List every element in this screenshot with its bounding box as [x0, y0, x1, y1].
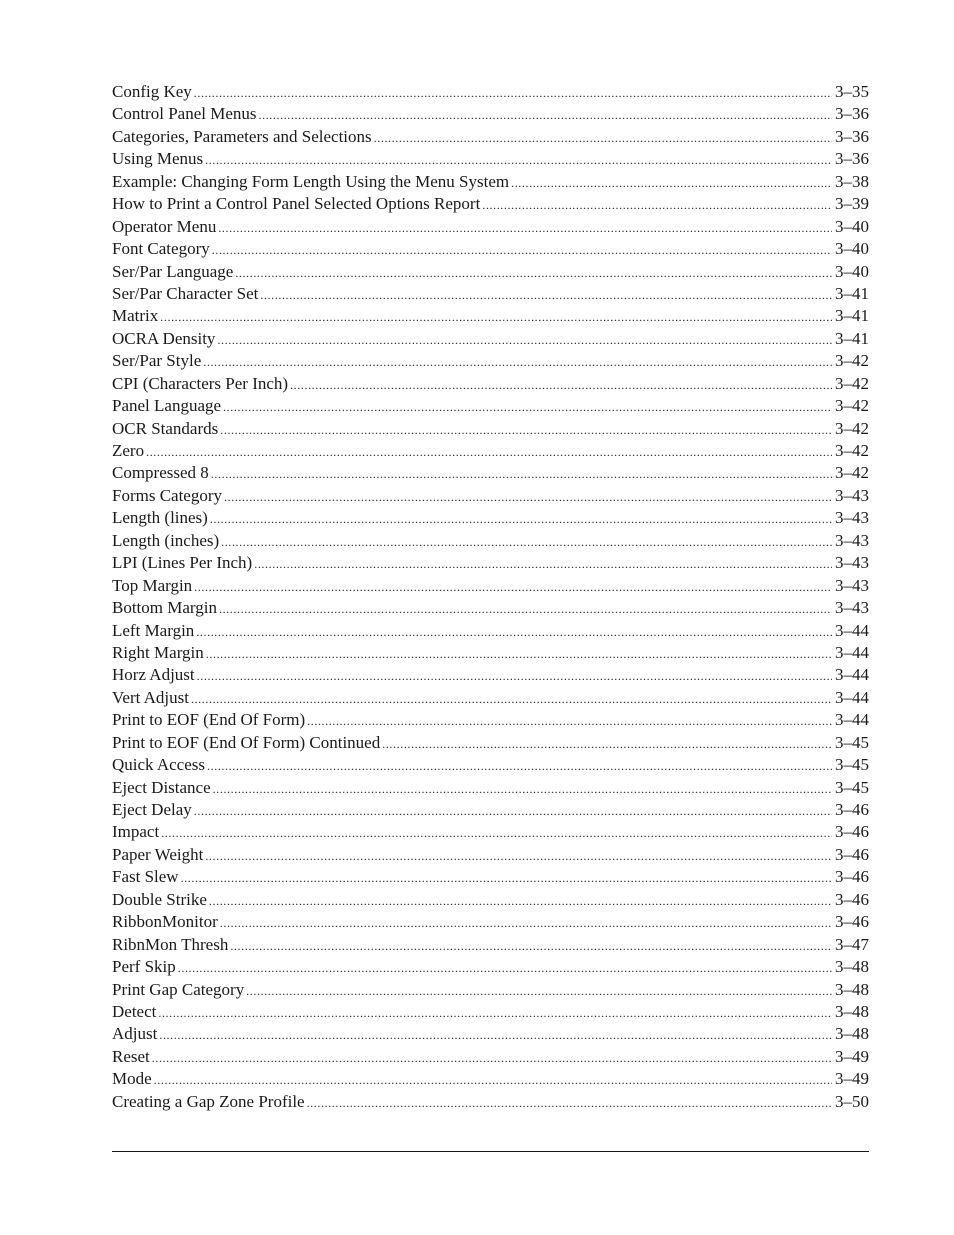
toc-dot-leader — [205, 149, 832, 170]
toc-dot-leader — [224, 486, 832, 507]
toc-dot-leader — [194, 82, 832, 103]
toc-entry-title: Bottom Margin — [112, 598, 217, 618]
toc-entry[interactable] — [112, 597, 869, 619]
toc-dot-leader — [290, 374, 832, 395]
toc-entry-title: Mode — [112, 1069, 152, 1089]
toc-entry[interactable] — [112, 305, 869, 327]
toc-entry-title: Compressed 8 — [112, 463, 209, 483]
toc-entry-page-number: 3–41 — [835, 328, 869, 348]
toc-dot-leader — [161, 822, 832, 843]
toc-entry-page-number: 3–40 — [835, 261, 869, 281]
toc-entry-title: Creating a Gap Zone Profile — [112, 1091, 305, 1111]
toc-entry[interactable] — [112, 507, 869, 529]
toc-dot-leader — [230, 935, 832, 956]
toc-entry-title: Panel Language — [112, 396, 222, 416]
toc-entry-page-number: 3–43 — [835, 575, 869, 595]
toc-entry-page-number: 3–43 — [835, 598, 869, 618]
toc-entry-title: Horz Adjust — [112, 665, 195, 685]
toc-entry[interactable] — [112, 216, 869, 238]
toc-entry-page-number: 3–42 — [835, 418, 869, 438]
toc-entry-title: Paper Weight — [112, 844, 204, 864]
toc-entry-title: Forms Category — [112, 485, 223, 505]
table-of-contents — [112, 81, 869, 1113]
toc-entry-title: Double Strike — [112, 889, 207, 909]
toc-entry[interactable] — [112, 373, 869, 395]
toc-entry-title: Fast Slew — [112, 867, 179, 887]
toc-entry-title: CPI (Characters Per Inch) — [112, 373, 289, 393]
toc-entry[interactable] — [112, 148, 869, 170]
toc-entry-page-number: 3–44 — [835, 620, 869, 640]
toc-entry-page-number: 3–48 — [835, 1001, 869, 1021]
toc-entry[interactable] — [112, 1001, 869, 1023]
toc-entry[interactable] — [112, 193, 869, 215]
toc-entry-title: Reset — [112, 1046, 150, 1066]
toc-entry-title: Right Margin — [112, 642, 204, 662]
toc-entry[interactable] — [112, 664, 869, 686]
toc-entry[interactable] — [112, 350, 869, 372]
toc-dot-leader — [235, 262, 832, 283]
toc-entry-title: Font Category — [112, 239, 210, 259]
toc-dot-leader — [221, 531, 832, 552]
toc-entry-title: RibbonMonitor — [112, 912, 218, 932]
toc-entry-title: LPI (Lines Per Inch) — [112, 553, 253, 573]
toc-entry-page-number: 3–46 — [835, 867, 869, 887]
toc-dot-leader — [374, 127, 832, 148]
toc-dot-leader — [178, 957, 832, 978]
toc-entry-page-number: 3–39 — [835, 194, 869, 214]
toc-dot-leader — [223, 396, 832, 417]
toc-dot-leader — [212, 239, 832, 260]
toc-entry-title: Print to EOF (End Of Form) — [112, 710, 306, 730]
toc-entry-title: Ser/Par Character Set — [112, 283, 259, 303]
toc-entry[interactable] — [112, 777, 869, 799]
toc-entry[interactable] — [112, 799, 869, 821]
toc-entry-page-number: 3–45 — [835, 732, 869, 752]
toc-entry-page-number: 3–36 — [835, 149, 869, 169]
toc-entry[interactable] — [112, 462, 869, 484]
toc-entry-page-number: 3–38 — [835, 171, 869, 191]
toc-entry[interactable] — [112, 171, 869, 193]
toc-dot-leader — [209, 890, 832, 911]
toc-entry[interactable] — [112, 1046, 869, 1068]
toc-entry-page-number: 3–40 — [835, 216, 869, 236]
toc-entry-page-number: 3–36 — [835, 126, 869, 146]
toc-entry-page-number: 3–46 — [835, 822, 869, 842]
toc-entry[interactable] — [112, 552, 869, 574]
toc-entry-title: Print Gap Category — [112, 979, 245, 999]
toc-entry-page-number: 3–48 — [835, 1024, 869, 1044]
toc-dot-leader — [203, 351, 832, 372]
toc-entry-title: Categories, Parameters and Selections — [112, 126, 372, 146]
toc-entry[interactable] — [112, 934, 869, 956]
toc-entry-title: Length (lines) — [112, 508, 208, 528]
toc-entry-page-number: 3–45 — [835, 777, 869, 797]
toc-entry-title: Perf Skip — [112, 957, 176, 977]
toc-dot-leader — [154, 1069, 832, 1090]
toc-dot-leader — [220, 419, 832, 440]
footer-rule — [112, 1151, 869, 1152]
toc-entry-page-number: 3–44 — [835, 642, 869, 662]
toc-entry-title: Ser/Par Language — [112, 261, 234, 281]
toc-entry[interactable] — [112, 328, 869, 350]
toc-entry-title: Top Margin — [112, 575, 193, 595]
toc-dot-leader — [246, 980, 832, 1001]
toc-dot-leader — [205, 845, 832, 866]
toc-entry-title: Matrix — [112, 306, 159, 326]
toc-entry-title: Impact — [112, 822, 160, 842]
toc-entry[interactable] — [112, 1023, 869, 1045]
toc-dot-leader — [181, 867, 832, 888]
toc-entry-title: Length (inches) — [112, 530, 220, 550]
toc-dot-leader — [160, 306, 832, 327]
toc-dot-leader — [197, 665, 832, 686]
toc-entry-page-number: 3–42 — [835, 463, 869, 483]
toc-entry-title: Detect — [112, 1001, 157, 1021]
toc-entry-page-number: 3–42 — [835, 373, 869, 393]
toc-entry[interactable] — [112, 103, 869, 125]
toc-entry-page-number: 3–42 — [835, 396, 869, 416]
toc-entry[interactable] — [112, 440, 869, 462]
toc-entry-title: Left Margin — [112, 620, 195, 640]
toc-dot-leader — [260, 284, 832, 305]
toc-entry[interactable] — [112, 642, 869, 664]
toc-dot-leader — [158, 1002, 832, 1023]
toc-entry-page-number: 3–36 — [835, 104, 869, 124]
toc-entry-page-number: 3–42 — [835, 441, 869, 460]
toc-entry-page-number: 3–49 — [835, 1069, 869, 1089]
toc-dot-leader — [482, 194, 832, 215]
toc-entry[interactable] — [112, 979, 869, 1001]
toc-entry-title: Eject Distance — [112, 777, 211, 797]
toc-entry[interactable] — [112, 687, 869, 709]
toc-dot-leader — [211, 463, 832, 484]
toc-entry-title: Config Key — [112, 82, 192, 101]
toc-dot-leader — [382, 733, 832, 754]
toc-entry-page-number: 3–41 — [835, 283, 869, 303]
toc-entry[interactable] — [112, 620, 869, 642]
toc-dot-leader — [219, 598, 832, 619]
toc-dot-leader — [217, 329, 832, 350]
toc-dot-leader — [146, 441, 832, 462]
toc-entry[interactable] — [112, 821, 869, 843]
toc-entry[interactable] — [112, 81, 869, 103]
toc-dot-leader — [511, 172, 832, 193]
toc-entry-page-number: 3–45 — [835, 755, 869, 775]
toc-entry-title: OCRA Density — [112, 328, 216, 348]
toc-entry-page-number: 3–49 — [835, 1046, 869, 1066]
toc-entry-page-number: 3–46 — [835, 912, 869, 932]
toc-entry[interactable] — [112, 575, 869, 597]
toc-dot-leader — [307, 710, 832, 731]
toc-entry[interactable] — [112, 283, 869, 305]
toc-entry-title: Ser/Par Style — [112, 351, 202, 371]
toc-entry-page-number: 3–47 — [835, 934, 869, 954]
toc-entry[interactable] — [112, 530, 869, 552]
toc-entry-title: OCR Standards — [112, 418, 219, 438]
toc-entry-title: Example: Changing Form Length Using the Menu System — [112, 171, 510, 191]
toc-entry-page-number: 3–41 — [835, 306, 869, 326]
toc-entry-title: Quick Access — [112, 755, 206, 775]
toc-dot-leader — [210, 508, 832, 529]
toc-dot-leader — [307, 1092, 832, 1113]
toc-entry-title: Vert Adjust — [112, 687, 189, 707]
toc-entry-page-number: 3–50 — [835, 1091, 869, 1111]
toc-entry-title: How to Print a Control Panel Selected Options Report — [112, 194, 481, 214]
toc-entry-page-number: 3–44 — [835, 710, 869, 730]
toc-entry-title: Using Menus — [112, 149, 204, 169]
toc-entry[interactable] — [112, 844, 869, 866]
toc-dot-leader — [218, 217, 832, 238]
toc-dot-leader — [206, 643, 832, 664]
toc-dot-leader — [196, 621, 832, 642]
toc-entry[interactable] — [112, 126, 869, 148]
toc-entry-title: Control Panel Menus — [112, 104, 257, 124]
toc-entry[interactable] — [112, 866, 869, 888]
toc-dot-leader — [213, 778, 832, 799]
toc-dot-leader — [254, 553, 832, 574]
toc-entry[interactable] — [112, 911, 869, 933]
toc-entry-title: Print to EOF (End Of Form) Continued — [112, 732, 381, 752]
toc-entry-title: RibnMon Thresh — [112, 934, 229, 954]
toc-entry[interactable] — [112, 709, 869, 731]
toc-entry-page-number: 3–43 — [835, 530, 869, 550]
toc-entry-title: Adjust — [112, 1024, 158, 1044]
toc-entry[interactable] — [112, 732, 869, 754]
toc-entry[interactable] — [112, 238, 869, 260]
toc-dot-leader — [152, 1047, 832, 1068]
toc-dot-leader — [194, 800, 832, 821]
toc-dot-leader — [191, 688, 832, 709]
toc-entry-title: Zero — [112, 441, 145, 460]
toc-entry-page-number: 3–44 — [835, 687, 869, 707]
toc-entry-page-number: 3–46 — [835, 844, 869, 864]
toc-dot-leader — [159, 1024, 832, 1045]
toc-entry-page-number: 3–48 — [835, 979, 869, 999]
toc-entry-title: Eject Delay — [112, 800, 192, 819]
toc-entry-page-number: 3–46 — [835, 889, 869, 909]
toc-entry-page-number: 3–44 — [835, 665, 869, 685]
toc-entry[interactable] — [112, 395, 869, 417]
toc-entry[interactable] — [112, 261, 869, 283]
toc-dot-leader — [207, 755, 832, 776]
toc-entry[interactable] — [112, 956, 869, 978]
toc-dot-leader — [220, 912, 832, 933]
toc-entry-page-number: 3–48 — [835, 957, 869, 977]
toc-entry-page-number: 3–43 — [835, 485, 869, 505]
toc-entry-page-number: 3–40 — [835, 239, 869, 259]
toc-entry-page-number: 3–43 — [835, 553, 869, 573]
toc-entry[interactable] — [112, 754, 869, 776]
toc-entry[interactable] — [112, 1091, 869, 1113]
toc-entry[interactable] — [112, 889, 869, 911]
toc-entry[interactable] — [112, 418, 869, 440]
toc-entry-page-number: 3–43 — [835, 508, 869, 528]
toc-entry-page-number: 3–46 — [835, 800, 869, 819]
toc-entry-page-number: 3–35 — [835, 82, 869, 101]
toc-dot-leader — [259, 104, 833, 125]
toc-dot-leader — [194, 576, 832, 597]
toc-entry-page-number: 3–42 — [835, 351, 869, 371]
toc-entry[interactable] — [112, 485, 869, 507]
toc-entry-title: Operator Menu — [112, 216, 217, 236]
toc-entry[interactable] — [112, 1068, 869, 1090]
